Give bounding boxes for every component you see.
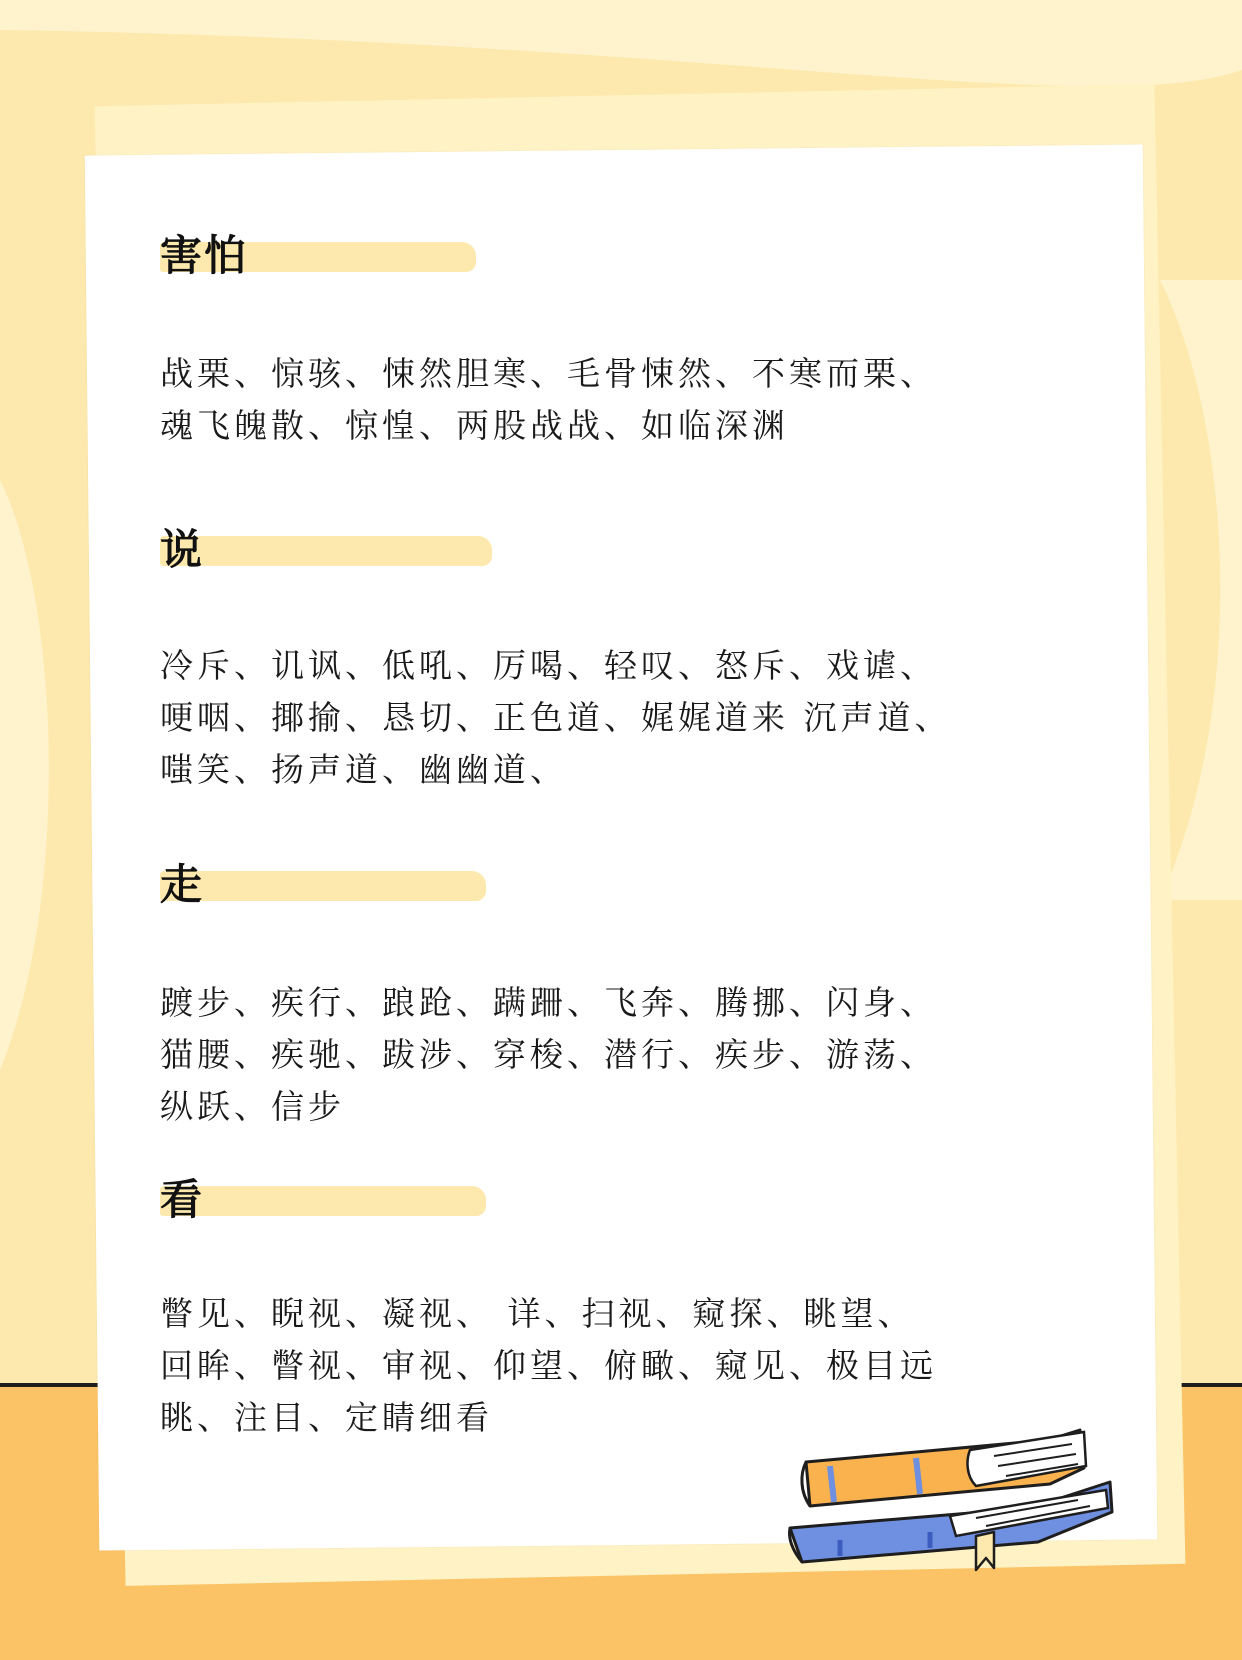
heading-walk [160,855,1020,915]
word-line: 纵跃、信步 [160,1087,345,1126]
book-stack-illustration [780,1420,1120,1620]
section-heading: 走 [160,860,205,909]
section-heading: 害怕 [160,231,249,280]
word-line: 回眸、瞥视、审视、仰望、俯瞰、窥见、极目远 [160,1346,937,1385]
word-line: 嗤笑、扬声道、幽幽道、 [160,750,567,789]
heading-say [160,520,1020,580]
section-heading: 看 [160,1175,205,1224]
word-line: 哽咽、揶揄、恳切、正色道、娓娓道来 沉声道、 [160,698,952,737]
word-line: 瞥见、睨视、凝视、 详、扫视、窥探、眺望、 [160,1294,915,1333]
word-list [160,640,1020,796]
section-fear [160,226,1020,452]
word-line: 猫腰、疾驰、跋涉、穿梭、潜行、疾步、游荡、 [160,1035,937,1074]
word-line: 魂飞魄散、惊惶、两股战战、如临深渊 [160,406,789,445]
heading-fear [160,226,1020,286]
word-list [160,977,1020,1133]
section-say [160,520,1020,796]
word-line: 冷斥、讥讽、低吼、厉喝、轻叹、怒斥、戏谑、 [160,646,937,685]
word-line: 战栗、惊骇、悚然胆寒、毛骨悚然、不寒而栗、 [160,354,937,393]
section-walk [160,855,1020,1133]
word-line: 眺、注目、定睛细看 [160,1398,493,1437]
section-heading: 说 [160,525,205,574]
heading-look [160,1170,1020,1230]
word-line: 踱步、疾行、踉跄、蹒跚、飞奔、腾挪、闪身、 [160,983,937,1022]
word-list [160,348,1020,452]
section-look [160,1170,1020,1444]
